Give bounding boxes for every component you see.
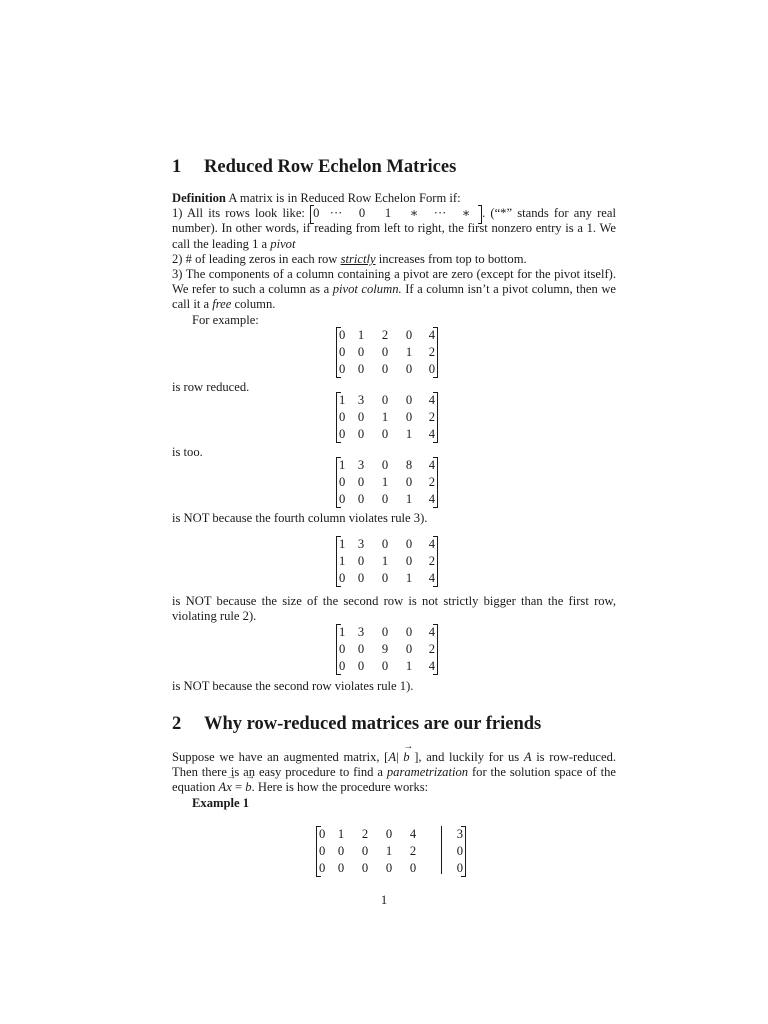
matrix-entry: 2	[428, 554, 435, 568]
section-2-heading	[172, 714, 541, 735]
matrix-entry: 3	[456, 827, 463, 841]
matrix-entry: 2	[428, 475, 435, 489]
matrix-entry: 0	[357, 362, 365, 376]
matrix-entry: 0	[337, 861, 345, 875]
matrix-row	[339, 474, 438, 491]
matrix-entry: 0	[337, 844, 345, 858]
left-bracket	[316, 826, 321, 877]
matrix-entry: 0	[381, 571, 389, 585]
pivot-column-term: pivot column.	[332, 282, 402, 297]
right-bracket	[433, 327, 438, 378]
pivot-term: pivot	[270, 236, 296, 251]
matrix-entry: 1	[339, 458, 346, 472]
matrix-entry: 1	[385, 844, 393, 858]
matrix-entry: 2	[428, 642, 435, 656]
math-vector-b: → b	[403, 750, 409, 765]
example-caption: is NOT because the size of the second row is not strictly bigger than the first row, violating rule 2).	[172, 594, 616, 624]
matrix-entry: 0	[339, 492, 346, 506]
matrix-entry: 0	[381, 458, 389, 472]
math-equals: =	[234, 780, 243, 795]
left-bracket	[336, 536, 341, 587]
matrix-entry: 0	[339, 410, 346, 424]
matrix-entry: 0	[357, 642, 365, 656]
matrix-entry: 0	[385, 861, 393, 875]
matrix-entry: 0	[361, 861, 369, 875]
math-A: A	[218, 780, 227, 795]
matrix-entry: 0	[319, 844, 326, 858]
matrix-entry: 4	[428, 393, 435, 407]
right-bracket	[433, 624, 438, 675]
matrix-entry: 0	[381, 537, 389, 551]
example-caption: is NOT because the fourth column violates rule 3).	[172, 511, 428, 525]
matrix-entry: 1	[339, 393, 346, 407]
matrix-row	[319, 826, 466, 843]
matrix-row	[339, 658, 438, 675]
right-bracket	[433, 457, 438, 508]
matrix-entry: 4	[428, 537, 435, 551]
rule-3-b: If a column isn’t a pivot column, then we call it a	[172, 282, 617, 312]
matrix-entry: 0	[357, 345, 365, 359]
for-example-text: For example:	[192, 312, 259, 327]
matrix-entry: 0	[381, 659, 389, 673]
matrix-entry: 1	[357, 328, 365, 342]
matrix-entry: 0	[357, 659, 365, 673]
matrix-entry: 0	[381, 393, 389, 407]
matrix-entry: 9	[381, 642, 389, 656]
matrix-entry: 0	[357, 554, 365, 568]
matrix-entry	[425, 860, 449, 877]
example-matrix	[336, 392, 438, 443]
matrix-entry: 0	[409, 861, 417, 875]
matrix-entry: 0	[357, 427, 365, 441]
matrix-entry: 0	[381, 345, 389, 359]
left-bracket	[336, 457, 341, 508]
rule-2-a: 2) # of leading zeros in each row	[172, 251, 338, 266]
matrix-entry: 0	[339, 659, 346, 673]
matrix-row	[319, 860, 466, 877]
matrix-entry: 2	[361, 827, 369, 841]
matrix-row	[339, 344, 438, 361]
section-title: Why row-reduced matrices are our friends	[204, 714, 542, 734]
matrix-entry: 0	[357, 410, 365, 424]
matrix-row	[339, 361, 438, 378]
example-caption: is NOT because the second row violates rule 1).	[172, 679, 414, 693]
matrix-entry: 1	[405, 659, 413, 673]
matrix-entry: 0	[385, 827, 393, 841]
rule-3-c: column.	[234, 297, 276, 312]
left-bracket	[336, 327, 341, 378]
matrix-row	[339, 392, 438, 409]
inline-entry: ···	[329, 206, 343, 221]
definition-intro: A matrix is in Reduced Row Echelon Form if:	[228, 191, 461, 205]
matrix-entry: 1	[339, 625, 346, 639]
matrix-entry: 4	[428, 492, 435, 506]
matrix-entry: 1	[405, 492, 413, 506]
matrix-entry: 4	[428, 328, 435, 342]
rule-1-after: . (“*” stands for any real number). In other words, if reading from left to right, the first nonzero entry is a 1. We call the leading 1 a	[172, 206, 616, 251]
definition-label: Definition	[172, 191, 226, 205]
matrix-entry: 4	[428, 571, 435, 585]
matrix-entry: 4	[428, 427, 435, 441]
matrix-entry: 0	[405, 537, 413, 551]
matrix-entry: 3	[357, 393, 365, 407]
rule-1-lead: 1) All its rows look like:	[172, 206, 305, 221]
right-bracket	[433, 392, 438, 443]
right-bracket	[433, 536, 438, 587]
page-number: 1	[380, 893, 388, 907]
matrix-entry: 4	[428, 625, 435, 639]
example-matrix	[336, 457, 438, 508]
matrix-entry: 1	[405, 571, 413, 585]
matrix-row	[339, 553, 438, 570]
matrix-row	[339, 327, 438, 344]
matrix-entry: 0	[319, 861, 326, 875]
parametrization-term: parametrization	[386, 765, 469, 780]
inline-entry: ∗	[409, 206, 419, 221]
matrix-entry: 3	[357, 537, 365, 551]
matrix-entry: 1	[405, 427, 413, 441]
para-text: is row-reduced. Then there is an easy procedure to find a	[172, 750, 617, 780]
para-text: for the solution space of the equation	[172, 765, 616, 795]
matrix-entry: 0	[339, 642, 346, 656]
matrix-entry: 0	[339, 328, 346, 342]
math-A: A	[388, 750, 397, 764]
matrix-entry: 4	[428, 659, 435, 673]
matrix-entry: 0	[381, 362, 389, 376]
matrix-entry: 0	[456, 844, 463, 858]
matrix-entry: 0	[339, 571, 346, 585]
left-bracket	[336, 624, 341, 675]
matrix-entry: 8	[405, 458, 413, 472]
augmented-divider	[441, 826, 442, 874]
math-A: A	[523, 750, 532, 764]
matrix-row	[339, 409, 438, 426]
section-number: 2	[172, 714, 182, 734]
section-title: Reduced Row Echelon Matrices	[204, 157, 457, 177]
left-bracket	[336, 392, 341, 443]
matrix-entry: 1	[337, 827, 345, 841]
matrix-entry: 0	[405, 475, 413, 489]
matrix-entry: 1	[381, 410, 389, 424]
matrix-entry: 0	[405, 554, 413, 568]
matrix-entry: 0	[381, 427, 389, 441]
matrix-entry: 0	[339, 345, 346, 359]
matrix-entry: 0	[405, 362, 413, 376]
matrix-row	[339, 570, 438, 587]
matrix-entry: 1	[339, 554, 346, 568]
section-number: 1	[172, 157, 182, 177]
matrix-row	[339, 491, 438, 508]
matrix-entry: 2	[409, 844, 417, 858]
matrix-row	[319, 843, 466, 860]
para-text: ], and luckily for us	[414, 750, 520, 764]
matrix-entry: 3	[357, 458, 365, 472]
matrix-row	[339, 641, 438, 658]
example-matrix	[336, 536, 438, 587]
matrix-entry: 0	[319, 827, 326, 841]
matrix-entry	[425, 843, 449, 860]
math-vector-x: → x	[226, 780, 232, 795]
matrix-row	[339, 457, 438, 474]
matrix-entry: 0	[339, 362, 346, 376]
matrix-entry: 0	[381, 625, 389, 639]
right-bracket	[461, 826, 466, 877]
matrix-entry: 0	[381, 492, 389, 506]
example-caption: is too.	[172, 445, 203, 459]
matrix-entry: 1	[339, 537, 346, 551]
rule-3-a: 3) The components of a column containing a pivot are zero (except for the pivot itself). We refer to such a column as a	[172, 267, 616, 297]
matrix-entry: 1	[405, 345, 413, 359]
matrix-entry: 0	[405, 410, 413, 424]
matrix-entry: 0	[405, 393, 413, 407]
example-caption: is row reduced.	[172, 380, 250, 394]
augmented-matrix	[316, 826, 466, 877]
inline-row-matrix	[310, 206, 482, 221]
matrix-row	[339, 536, 438, 553]
math-vector-b: → b	[245, 780, 251, 795]
matrix-entry: 0	[357, 475, 365, 489]
section-2-paragraph: Suppose we have an augmented matrix, [A| → b ], and luckily for us A is row-reduced. Then there is an easy procedure to find a parametrization for the solution space of the equation A→ x = → b. Here is how the procedure works: Example 1	[172, 750, 616, 811]
matrix-entry: 1	[381, 554, 389, 568]
matrix-entry: 2	[428, 410, 435, 424]
matrix-entry: 3	[357, 625, 365, 639]
matrix-entry: 2	[381, 328, 389, 342]
matrix-entry: 0	[428, 362, 435, 376]
matrix-entry: 0	[456, 861, 463, 875]
matrix-row	[339, 426, 438, 443]
matrix-entry: 0	[357, 571, 365, 585]
matrix-entry: 0	[339, 475, 346, 489]
strictly-term: strictly	[340, 251, 376, 266]
matrix-entry: 0	[405, 328, 413, 342]
matrix-entry: 0	[357, 492, 365, 506]
matrix-entry: 0	[405, 625, 413, 639]
inline-entry: 0	[358, 206, 366, 221]
inline-entry: ∗	[461, 206, 471, 221]
definition-paragraph	[172, 191, 616, 328]
rule-2-b: increases from top to bottom.	[378, 251, 527, 266]
matrix-entry: 4	[428, 458, 435, 472]
inline-entry: ···	[433, 206, 447, 221]
example-matrix	[336, 327, 438, 378]
inline-entry: 1	[384, 206, 392, 221]
matrix-entry: 4	[409, 827, 417, 841]
matrix-entry: 0	[361, 844, 369, 858]
matrix-entry: 0	[339, 427, 346, 441]
example-1-label: Example 1	[192, 795, 250, 810]
inline-entry: 0	[313, 206, 320, 221]
matrix-entry: 0	[405, 642, 413, 656]
para-text: Suppose we have an augmented matrix, [	[172, 750, 389, 764]
matrix-entry: 2	[428, 345, 435, 359]
matrix-row	[339, 624, 438, 641]
matrix-entry: 1	[381, 475, 389, 489]
section-1-heading	[172, 157, 456, 178]
para-text: . Here is how the procedure works:	[251, 780, 429, 795]
free-term: free	[212, 297, 232, 312]
matrix-entry	[425, 826, 449, 843]
example-matrix	[336, 624, 438, 675]
